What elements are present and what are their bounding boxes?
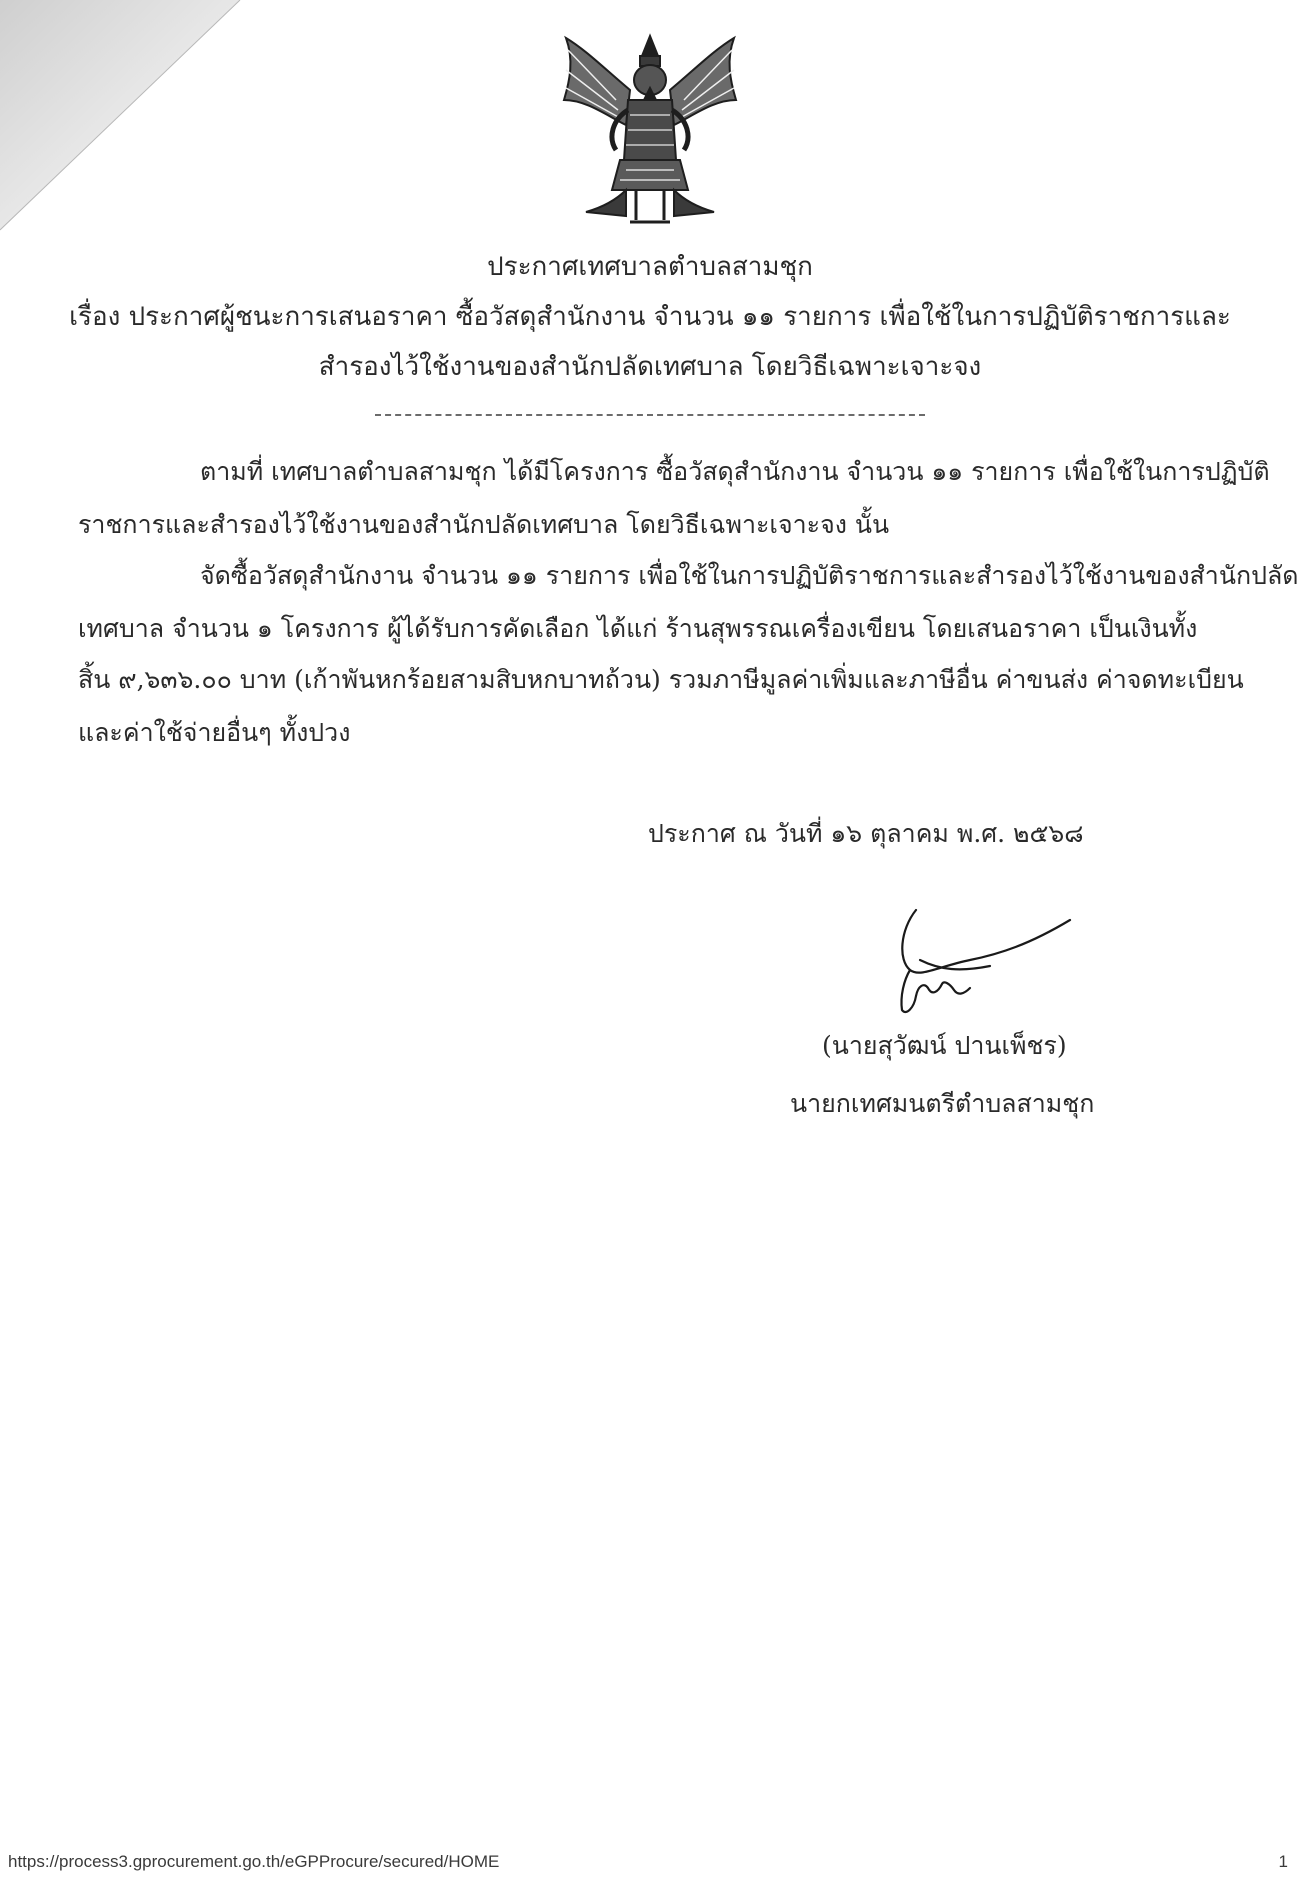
garuda-emblem-icon <box>556 30 744 230</box>
announcement-subject-line-2: สำรองไว้ใช้งานของสำนักปลัดเทศบาล โดยวิธีเฉพาะเจาะจง <box>318 352 982 382</box>
footer-page-number: 1 <box>1278 1852 1288 1871</box>
signer-position: นายกเทศมนตรีตำบลสามชุก <box>790 1089 1095 1118</box>
body-paragraph-2-line-4: และค่าใช้จ่ายอื่นๆ ทั้งปวง <box>78 718 351 747</box>
signer-name: (นายสุวัฒน์ ปานเพ็ชร) <box>822 1031 1067 1060</box>
page-corner-fold <box>0 0 260 260</box>
announcement-org-title: ประกาศเทศบาลตำบลสามชุก <box>487 252 813 282</box>
header-divider <box>375 414 925 416</box>
body-paragraph-2-line-3: สิ้น ๙,๖๓๖.๐๐ บาท (เก้าพันหกร้อยสามสิบหกบาทถ้วน) รวมภาษีมูลค่าเพิ่มและภาษีอื่น ค่าขนส่ง ค่าจดทะเบียน <box>78 665 1244 694</box>
body-paragraph-2-line-1: จัดซื้อวัสดุสำนักงาน จำนวน ๑๑ รายการ เพื่อใช้ในการปฏิบัติราชการและสำรองไว้ใช้งานของสำนักปลัด <box>200 561 1299 590</box>
announcement-subject-line-1: เรื่อง ประกาศผู้ชนะการเสนอราคา ซื้อวัสดุสำนักงาน จำนวน ๑๑ รายการ เพื่อใช้ในการปฏิบัติราชการและ <box>69 302 1231 332</box>
footer-url: https://process3.gprocurement.go.th/eGPProcure/secured/HOME <box>8 1852 500 1871</box>
handwritten-signature <box>880 900 1080 1020</box>
announcement-date: ประกาศ ณ วันที่ ๑๖ ตุลาคม พ.ศ. ๒๕๖๘ <box>648 819 1084 848</box>
body-paragraph-1-line-1: ตามที่ เทศบาลตำบลสามชุก ได้มีโครงการ ซื้อวัสดุสำนักงาน จำนวน ๑๑ รายการ เพื่อใช้ในการปฏิบัติ <box>200 457 1270 486</box>
body-paragraph-2-line-2: เทศบาล จำนวน ๑ โครงการ ผู้ได้รับการคัดเลือก ได้แก่ ร้านสุพรรณเครื่องเขียน โดยเสนอราคา เป็นเงินทั้ง <box>78 614 1198 643</box>
body-paragraph-1-line-2: ราชการและสำรองไว้ใช้งานของสำนักปลัดเทศบาล โดยวิธีเฉพาะเจาะจง นั้น <box>78 510 890 539</box>
